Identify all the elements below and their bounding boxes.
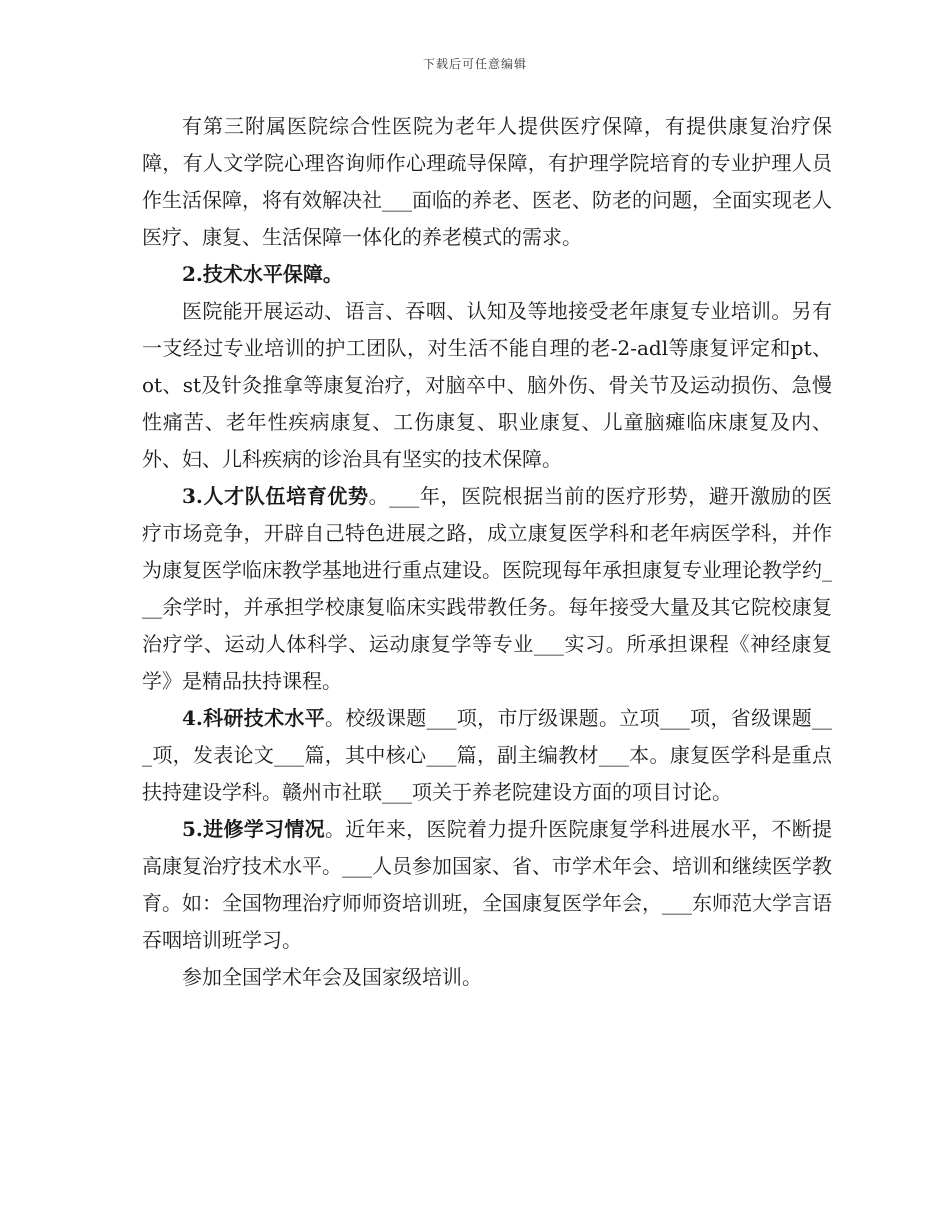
- section-heading-2: 2.技术水平保障。: [182, 262, 343, 286]
- paragraph-4: [142, 700, 832, 811]
- section-heading-3: 3.人才队伍培育优势: [182, 484, 369, 508]
- header-note: 下载后可任意编辑: [422, 57, 527, 71]
- paragraph-3-text: 。___年，医院根据当前的医疗形势，避开激励的医疗市场竞争，开辟自己特色进展之路，成立康复医学科和老年病医学科，并作为康复医学临床教学基地进行重点建设。医院现每年承担康复专业理论教学约___余学时，并承担学校康复临床实践带教任务。每年接受大量及其它院校康复治疗学、运动人体科学、运动康复学等专业___实习。所承担课程《神经康复学》是精品扶持课程。: [142, 484, 833, 693]
- paragraph-4-text: 。校级课题___项，市厅级课题。立项___项，省级课题___项，发表论文___篇，其中核心___篇，副主编教材___本。康复医学科是重点扶持建设学科。赣州市社联___项关于养老院建设方面的项目讨论。: [142, 706, 832, 804]
- section-heading-4: 4.科研技术水平: [182, 706, 326, 730]
- paragraph-5: [142, 811, 832, 959]
- paragraph-6: 参加全国学术年会及国家级培训。: [182, 965, 482, 989]
- paragraph-3: [142, 478, 832, 700]
- paragraph-2: 医院能开展运动、语言、吞咽、认知及等地接受老年康复专业培训。另有一支经过专业培训的护工团队，对生活不能自理的老-2-adl等康复评定和pt、ot、st及针灸推拿等康复治疗，对脑卒中、脑外伤、骨关节及运动损伤、急慢性痛苦、老年性疾病康复、工伤康复、职业康复、儿童脑瘫临床康复及内、外、妇、儿科疾病的诊治具有坚实的技术保障。: [142, 299, 832, 471]
- section-heading-5: 5.进修学习情况: [182, 817, 325, 841]
- paragraph-5-text: 。近年来，医院着力提升医院康复学科进展水平，不断提高康复治疗技术水平。___人员参加国家、省、市学术年会、培训和继续医学教育。如：全国物理治疗师师资培训班，全国康复医学年会，___东师范大学言语吞咽培训班学习。: [142, 817, 832, 952]
- paragraph-1: 有第三附属医院综合性医院为老年人提供医疗保障，有提供康复治疗保障，有人文学院心理咨询师作心理疏导保障，有护理学院培育的专业护理人员作生活保障，将有效解决社___面临的养老、医老、防老的问题，全面实现老人医疗、康复、生活保障一体化的养老模式的需求。: [142, 114, 832, 249]
- document-body: [142, 108, 832, 996]
